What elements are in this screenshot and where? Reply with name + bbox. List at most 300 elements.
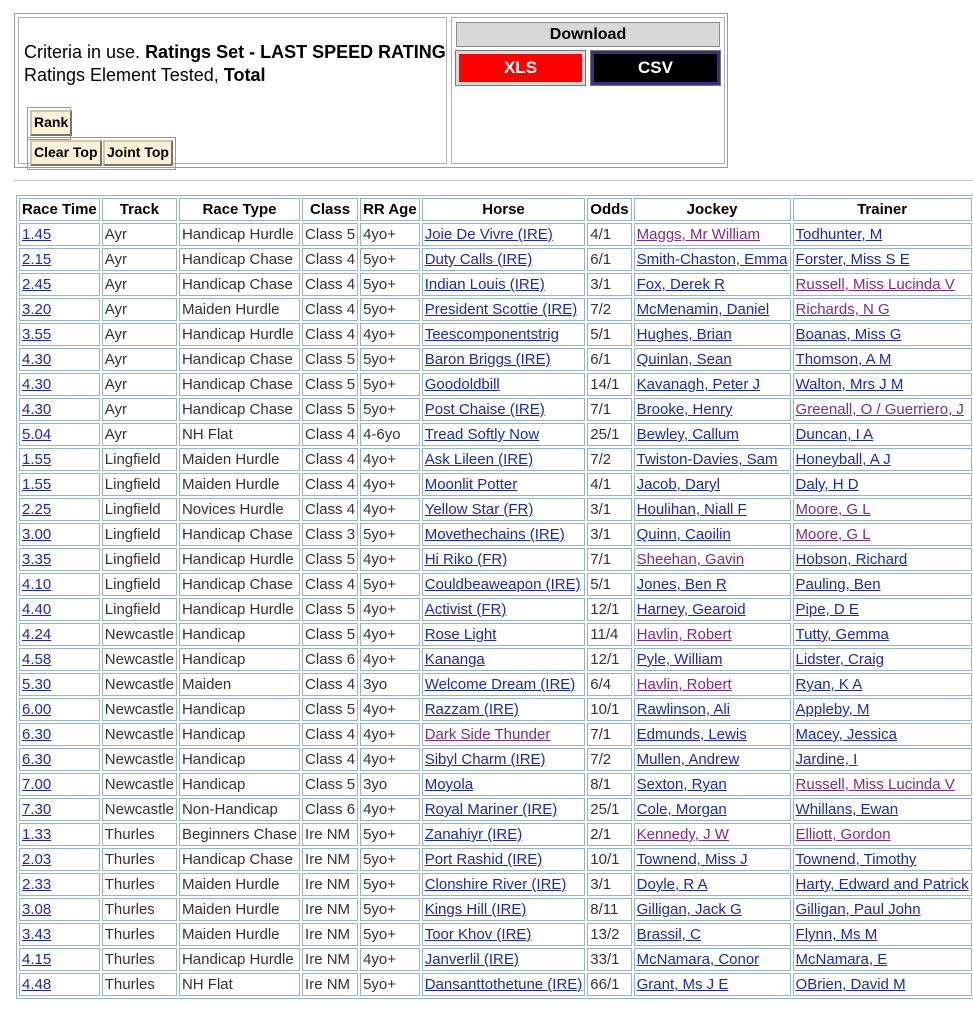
race-time-cell bbox=[19, 273, 100, 296]
race-time-link[interactable]: 6.30 bbox=[22, 751, 52, 768]
race-type-cell: Handicap Chase bbox=[179, 573, 300, 596]
odds-cell: 5/1 bbox=[587, 323, 631, 346]
table-row bbox=[19, 473, 972, 496]
horse-link[interactable]: Indian Louis (IRE) bbox=[424, 276, 545, 293]
race-time-link[interactable]: 3.00 bbox=[22, 526, 52, 543]
class-cell: Class 5 bbox=[302, 348, 358, 371]
race-time-cell bbox=[19, 498, 100, 521]
jockey-link[interactable]: Smith-Chaston, Emma bbox=[636, 251, 788, 268]
trainer-cell bbox=[793, 823, 972, 846]
race-time-cell bbox=[19, 523, 100, 546]
rr-age-cell: 5yo+ bbox=[360, 848, 420, 871]
jockey-link[interactable]: Grant, Ms J E bbox=[636, 976, 729, 993]
race-time-link[interactable]: 3.35 bbox=[22, 551, 52, 568]
race-time-link[interactable]: 1.33 bbox=[22, 826, 52, 843]
horse-cell bbox=[422, 898, 586, 921]
jockey-cell bbox=[634, 748, 791, 771]
jockey-link[interactable]: Gilligan, Jack G bbox=[636, 901, 742, 918]
horse-link[interactable]: Dansanttothetune (IRE) bbox=[424, 976, 583, 993]
trainer-link[interactable]: Gilligan, Paul John bbox=[795, 901, 921, 918]
horse-link[interactable]: Joie De Vivre (IRE) bbox=[424, 226, 553, 243]
col-horse: Horse bbox=[422, 198, 586, 221]
race-time-link[interactable]: 2.03 bbox=[22, 851, 52, 868]
race-time-cell bbox=[19, 373, 100, 396]
jockey-cell bbox=[634, 923, 791, 946]
element-prefix: Ratings Element Tested, bbox=[24, 65, 219, 85]
race-time-cell bbox=[19, 798, 100, 821]
table-row bbox=[19, 923, 972, 946]
race-time-cell bbox=[19, 748, 100, 771]
rr-age-cell: 5yo+ bbox=[360, 873, 420, 896]
col-track: Track bbox=[102, 198, 177, 221]
table-row bbox=[19, 973, 972, 996]
odds-cell: 5/1 bbox=[587, 573, 631, 596]
trainer-link[interactable]: Flynn, Ms M bbox=[795, 926, 878, 943]
odds-cell: 7/2 bbox=[587, 748, 631, 771]
trainer-cell bbox=[793, 348, 972, 371]
horse-cell bbox=[422, 548, 586, 571]
race-time-link[interactable]: 3.20 bbox=[22, 301, 52, 318]
odds-cell: 12/1 bbox=[587, 648, 631, 671]
trainer-link[interactable]: Townend, Timothy bbox=[795, 851, 917, 868]
class-cell: Ire NM bbox=[302, 973, 358, 996]
horse-link[interactable]: Sibyl Charm (IRE) bbox=[424, 751, 546, 768]
jockey-link[interactable]: Brooke, Henry bbox=[636, 401, 733, 418]
jockey-link[interactable]: Quinn, Caoilin bbox=[636, 526, 731, 543]
horse-cell bbox=[422, 623, 586, 646]
trainer-cell bbox=[793, 673, 972, 696]
race-time-link[interactable]: 4.30 bbox=[22, 401, 52, 418]
race-time-link[interactable]: 5.30 bbox=[22, 676, 52, 693]
table-row bbox=[19, 573, 972, 596]
horse-cell bbox=[422, 973, 586, 996]
trainer-link[interactable]: Tutty, Gemma bbox=[795, 626, 889, 643]
jockey-cell bbox=[634, 223, 791, 246]
table-row bbox=[19, 323, 972, 346]
horse-cell bbox=[422, 373, 586, 396]
race-type-cell: Handicap bbox=[179, 623, 300, 646]
trainer-cell bbox=[793, 923, 972, 946]
horse-link[interactable]: Couldbeaweapon (IRE) bbox=[424, 576, 581, 593]
trainer-link[interactable]: Jardine, I bbox=[795, 751, 858, 768]
race-time-link[interactable]: 1.45 bbox=[22, 226, 52, 243]
odds-cell: 13/2 bbox=[587, 923, 631, 946]
rr-age-cell: 5yo+ bbox=[360, 573, 420, 596]
race-time-cell bbox=[19, 223, 100, 246]
table-row bbox=[19, 348, 972, 371]
trainer-cell bbox=[793, 423, 972, 446]
col-race-time: Race Time bbox=[19, 198, 100, 221]
race-time-link[interactable]: 2.15 bbox=[22, 251, 52, 268]
horse-link[interactable]: Moyola bbox=[424, 776, 474, 793]
odds-cell: 6/1 bbox=[587, 248, 631, 271]
horse-cell bbox=[422, 948, 586, 971]
download-title: Download bbox=[456, 22, 720, 47]
horse-cell bbox=[422, 523, 586, 546]
race-time-cell bbox=[19, 398, 100, 421]
odds-cell: 7/2 bbox=[587, 448, 631, 471]
race-type-cell: Maiden Hurdle bbox=[179, 898, 300, 921]
odds-cell: 4/1 bbox=[587, 223, 631, 246]
jockey-link[interactable]: Cole, Morgan bbox=[636, 801, 727, 818]
odds-cell: 11/4 bbox=[587, 623, 631, 646]
race-time-link[interactable]: 4.48 bbox=[22, 976, 52, 993]
jockey-link[interactable]: Rawlinson, Ali bbox=[636, 701, 731, 718]
odds-cell: 33/1 bbox=[587, 948, 631, 971]
jockey-link[interactable]: Townend, Miss J bbox=[636, 851, 748, 868]
race-time-link[interactable]: 2.33 bbox=[22, 876, 52, 893]
race-time-link[interactable]: 5.04 bbox=[22, 426, 52, 443]
race-type-cell: Maiden Hurdle bbox=[179, 473, 300, 496]
rr-age-cell: 4yo+ bbox=[360, 798, 420, 821]
class-cell: Class 5 bbox=[302, 223, 358, 246]
class-cell: Ire NM bbox=[302, 848, 358, 871]
trainer-link[interactable]: Forster, Miss S E bbox=[795, 251, 910, 268]
track-cell: Newcastle bbox=[102, 798, 177, 821]
trainer-cell bbox=[793, 498, 972, 521]
criteria-prefix: Criteria in use. bbox=[24, 42, 141, 62]
trainer-cell bbox=[793, 523, 972, 546]
class-cell: Class 4 bbox=[302, 673, 358, 696]
horse-cell bbox=[422, 648, 586, 671]
horse-link[interactable]: Zanahiyr (IRE) bbox=[424, 826, 523, 843]
race-time-link[interactable]: 7.00 bbox=[22, 776, 52, 793]
rr-age-cell: 5yo+ bbox=[360, 273, 420, 296]
trainer-link[interactable]: Pipe, D E bbox=[795, 601, 859, 618]
jockey-link[interactable]: Brassil, C bbox=[636, 926, 701, 943]
class-cell: Ire NM bbox=[302, 898, 358, 921]
col-jockey: Jockey bbox=[634, 198, 791, 221]
class-cell: Ire NM bbox=[302, 948, 358, 971]
jockey-link[interactable]: Mullen, Andrew bbox=[636, 751, 740, 768]
horse-link[interactable]: Tread Softly Now bbox=[424, 426, 540, 443]
jockey-cell bbox=[634, 373, 791, 396]
horse-link[interactable]: Movethechains (IRE) bbox=[424, 526, 565, 543]
trainer-link[interactable]: Richards, N G bbox=[795, 301, 890, 318]
odds-cell: 10/1 bbox=[587, 698, 631, 721]
trainer-link[interactable]: Elliott, Gordon bbox=[795, 826, 891, 843]
race-time-cell bbox=[19, 573, 100, 596]
horse-link[interactable]: President Scottie (IRE) bbox=[424, 301, 578, 318]
trainer-cell bbox=[793, 373, 972, 396]
table-row bbox=[19, 498, 972, 521]
trainer-link[interactable]: Harty, Edward and Patrick bbox=[795, 876, 969, 893]
jockey-link[interactable]: Havlin, Robert bbox=[636, 676, 732, 693]
rank-button[interactable]: Rank bbox=[30, 110, 72, 136]
jockey-link[interactable]: Houlihan, Niall F bbox=[636, 501, 747, 518]
class-cell: Ire NM bbox=[302, 873, 358, 896]
race-type-cell: NH Flat bbox=[179, 423, 300, 446]
track-cell: Newcastle bbox=[102, 648, 177, 671]
race-time-cell bbox=[19, 323, 100, 346]
horse-link[interactable]: Rose Light bbox=[424, 626, 497, 643]
jockey-link[interactable]: Harney, Gearoid bbox=[636, 601, 746, 618]
horse-link[interactable]: Clonshire River (IRE) bbox=[424, 876, 567, 893]
criteria-ratings-set bbox=[24, 42, 446, 63]
jockey-cell bbox=[634, 473, 791, 496]
jockey-link[interactable]: Sexton, Ryan bbox=[636, 776, 727, 793]
horse-cell bbox=[422, 773, 586, 796]
rr-age-cell: 5yo+ bbox=[360, 398, 420, 421]
trainer-cell bbox=[793, 298, 972, 321]
trainer-link[interactable]: Moore, G L bbox=[795, 526, 871, 543]
class-cell: Class 5 bbox=[302, 698, 358, 721]
race-time-cell bbox=[19, 723, 100, 746]
horse-link[interactable]: Royal Mariner (IRE) bbox=[424, 801, 558, 818]
horse-link[interactable]: Port Rashid (IRE) bbox=[424, 851, 543, 868]
xls-download-button[interactable]: XLS bbox=[456, 51, 585, 85]
race-type-cell: Beginners Chase bbox=[179, 823, 300, 846]
horse-cell bbox=[422, 448, 586, 471]
rr-age-cell: 5yo+ bbox=[360, 923, 420, 946]
race-time-link[interactable]: 2.25 bbox=[22, 501, 52, 518]
jockey-link[interactable]: Pyle, William bbox=[636, 651, 723, 668]
trainer-link[interactable]: Hobson, Richard bbox=[795, 551, 908, 568]
track-cell: Newcastle bbox=[102, 723, 177, 746]
trainer-cell bbox=[793, 448, 972, 471]
race-type-cell: Handicap bbox=[179, 698, 300, 721]
track-cell: Newcastle bbox=[102, 748, 177, 771]
race-time-cell bbox=[19, 473, 100, 496]
horse-cell bbox=[422, 398, 586, 421]
download-panel bbox=[451, 17, 725, 164]
race-type-cell: Handicap Hurdle bbox=[179, 548, 300, 571]
trainer-link[interactable]: Greenall, O / Guerriero, J bbox=[795, 401, 964, 418]
trainer-link[interactable]: Appleby, M bbox=[795, 701, 870, 718]
race-time-link[interactable]: 3.55 bbox=[22, 326, 52, 343]
csv-download-button[interactable]: CSV bbox=[591, 51, 720, 85]
horse-link[interactable]: Duty Calls (IRE) bbox=[424, 251, 533, 268]
jockey-link[interactable]: Fox, Derek R bbox=[636, 276, 725, 293]
trainer-link[interactable]: Todhunter, M bbox=[795, 226, 883, 243]
race-time-link[interactable]: 6.00 bbox=[22, 701, 52, 718]
race-time-cell bbox=[19, 698, 100, 721]
horse-cell bbox=[422, 598, 586, 621]
horse-cell bbox=[422, 298, 586, 321]
track-cell: Ayr bbox=[102, 348, 177, 371]
rr-age-cell: 5yo+ bbox=[360, 373, 420, 396]
class-cell: Class 4 bbox=[302, 723, 358, 746]
horse-link[interactable]: Goodoldbill bbox=[424, 376, 500, 393]
odds-cell: 3/1 bbox=[587, 523, 631, 546]
trainer-link[interactable]: Ryan, K A bbox=[795, 676, 863, 693]
horse-link[interactable]: Razzam (IRE) bbox=[424, 701, 519, 718]
race-time-link[interactable]: 1.55 bbox=[22, 451, 52, 468]
horse-link[interactable]: Toor Khov (IRE) bbox=[424, 926, 532, 943]
race-time-link[interactable]: 2.45 bbox=[22, 276, 52, 293]
horse-cell bbox=[422, 848, 586, 871]
horse-link[interactable]: Hi Riko (FR) bbox=[424, 551, 508, 568]
horse-cell bbox=[422, 698, 586, 721]
class-cell: Class 4 bbox=[302, 498, 358, 521]
race-type-cell: Handicap Hurdle bbox=[179, 223, 300, 246]
horse-cell bbox=[422, 923, 586, 946]
trainer-link[interactable]: Daly, H D bbox=[795, 476, 859, 493]
jockey-link[interactable]: McMenamin, Daniel bbox=[636, 301, 770, 318]
clear-top-button[interactable]: Clear Top bbox=[30, 140, 102, 166]
jockey-cell bbox=[634, 348, 791, 371]
horse-link[interactable]: Activist (FR) bbox=[424, 601, 507, 618]
jockey-link[interactable]: Jones, Ben R bbox=[636, 576, 727, 593]
trainer-link[interactable]: Boanas, Miss G bbox=[795, 326, 902, 343]
race-time-link[interactable]: 4.30 bbox=[22, 351, 52, 368]
jockey-cell bbox=[634, 248, 791, 271]
horse-link[interactable]: Baron Briggs (IRE) bbox=[424, 351, 551, 368]
race-time-link[interactable]: 3.43 bbox=[22, 926, 52, 943]
trainer-cell bbox=[793, 323, 972, 346]
jockey-cell bbox=[634, 298, 791, 321]
race-time-link[interactable]: 4.40 bbox=[22, 601, 52, 618]
odds-cell: 25/1 bbox=[587, 423, 631, 446]
horse-link[interactable]: Moonlit Potter bbox=[424, 476, 518, 493]
jockey-link[interactable]: Kennedy, J W bbox=[636, 826, 729, 843]
odds-cell: 2/1 bbox=[587, 823, 631, 846]
race-time-cell bbox=[19, 248, 100, 271]
horse-cell bbox=[422, 423, 586, 446]
jockey-link[interactable]: Maggs, Mr William bbox=[636, 226, 760, 243]
horse-link[interactable]: Janverlil (IRE) bbox=[424, 951, 519, 968]
trainer-cell bbox=[793, 873, 972, 896]
race-time-link[interactable]: 4.15 bbox=[22, 951, 52, 968]
track-cell: Lingfield bbox=[102, 473, 177, 496]
jockey-link[interactable]: McNamara, Conor bbox=[636, 951, 760, 968]
horse-link[interactable]: Dark Side Thunder bbox=[424, 726, 551, 743]
trainer-link[interactable]: Walton, Mrs J M bbox=[795, 376, 904, 393]
table-row bbox=[19, 273, 972, 296]
jockey-link[interactable]: Sheehan, Gavin bbox=[636, 551, 745, 568]
trainer-cell bbox=[793, 248, 972, 271]
joint-top-button[interactable]: Joint Top bbox=[103, 140, 173, 166]
trainer-cell bbox=[793, 898, 972, 921]
class-cell: Class 5 bbox=[302, 773, 358, 796]
jockey-link[interactable]: Edmunds, Lewis bbox=[636, 726, 747, 743]
horse-cell bbox=[422, 273, 586, 296]
horse-link[interactable]: Kananga bbox=[424, 651, 485, 668]
rr-age-cell: 5yo+ bbox=[360, 898, 420, 921]
trainer-link[interactable]: Pauling, Ben bbox=[795, 576, 881, 593]
trainer-link[interactable]: Duncan, I A bbox=[795, 426, 874, 443]
jockey-link[interactable]: Quinlan, Sean bbox=[636, 351, 732, 368]
race-time-link[interactable]: 1.55 bbox=[22, 476, 52, 493]
table-row bbox=[19, 623, 972, 646]
trainer-link[interactable]: Whillans, Ewan bbox=[795, 801, 899, 818]
col-class: Class bbox=[302, 198, 358, 221]
race-time-link[interactable]: 4.10 bbox=[22, 576, 52, 593]
rr-age-cell: 4yo+ bbox=[360, 723, 420, 746]
trainer-cell bbox=[793, 598, 972, 621]
rr-age-cell: 4yo+ bbox=[360, 623, 420, 646]
trainer-link[interactable]: Lidster, Craig bbox=[795, 651, 884, 668]
jockey-link[interactable]: Twiston-Davies, Sam bbox=[636, 451, 778, 468]
track-cell: Newcastle bbox=[102, 673, 177, 696]
race-type-cell: Maiden Hurdle bbox=[179, 298, 300, 321]
trainer-link[interactable]: Thomson, A M bbox=[795, 351, 892, 368]
jockey-cell bbox=[634, 548, 791, 571]
trainer-link[interactable]: Russell, Miss Lucinda V bbox=[795, 776, 955, 793]
race-type-cell: Maiden Hurdle bbox=[179, 448, 300, 471]
table-row bbox=[19, 248, 972, 271]
header-row bbox=[19, 198, 972, 221]
horse-cell bbox=[422, 223, 586, 246]
trainer-link[interactable]: McNamara, E bbox=[795, 951, 888, 968]
jockey-link[interactable]: Havlin, Robert bbox=[636, 626, 732, 643]
track-cell: Lingfield bbox=[102, 498, 177, 521]
table-row bbox=[19, 598, 972, 621]
trainer-link[interactable]: Macey, Jessica bbox=[795, 726, 897, 743]
odds-cell: 7/1 bbox=[587, 398, 631, 421]
race-type-cell: Handicap Chase bbox=[179, 373, 300, 396]
jockey-link[interactable]: Jacob, Daryl bbox=[636, 476, 721, 493]
class-cell: Class 4 bbox=[302, 298, 358, 321]
col-race-type: Race Type bbox=[179, 198, 300, 221]
rr-age-cell: 4yo+ bbox=[360, 473, 420, 496]
trainer-cell bbox=[793, 698, 972, 721]
horse-link[interactable]: Teescomponentstrig bbox=[424, 326, 559, 343]
horse-link[interactable]: Ask Lileen (IRE) bbox=[424, 451, 534, 468]
track-cell: Ayr bbox=[102, 298, 177, 321]
table-row bbox=[19, 823, 972, 846]
rr-age-cell: 5yo+ bbox=[360, 823, 420, 846]
race-type-cell: Handicap Chase bbox=[179, 398, 300, 421]
track-cell: Lingfield bbox=[102, 448, 177, 471]
table-row bbox=[19, 748, 972, 771]
race-time-link[interactable]: 6.30 bbox=[22, 726, 52, 743]
track-cell: Ayr bbox=[102, 323, 177, 346]
trainer-cell bbox=[793, 648, 972, 671]
criteria-panel bbox=[14, 13, 728, 168]
track-cell: Lingfield bbox=[102, 573, 177, 596]
class-cell: Class 4 bbox=[302, 323, 358, 346]
jockey-link[interactable]: Kavanagh, Peter J bbox=[636, 376, 761, 393]
race-time-link[interactable]: 3.08 bbox=[22, 901, 52, 918]
table-row bbox=[19, 398, 972, 421]
horse-link[interactable]: Post Chaise (IRE) bbox=[424, 401, 545, 418]
trainer-link[interactable]: Honeyball, A J bbox=[795, 451, 891, 468]
trainer-link[interactable]: Moore, G L bbox=[795, 501, 871, 518]
horse-link[interactable]: Yellow Star (FR) bbox=[424, 501, 534, 518]
race-time-cell bbox=[19, 898, 100, 921]
rr-age-cell: 4yo+ bbox=[360, 448, 420, 471]
criteria-info bbox=[18, 17, 447, 164]
jockey-link[interactable]: Bewley, Callum bbox=[636, 426, 739, 443]
race-time-link[interactable]: 4.24 bbox=[22, 626, 52, 643]
table-row bbox=[19, 723, 972, 746]
track-cell: Thurles bbox=[102, 873, 177, 896]
jockey-link[interactable]: Hughes, Brian bbox=[636, 326, 732, 343]
table-row bbox=[19, 223, 972, 246]
trainer-link[interactable]: OBrien, David M bbox=[795, 976, 906, 993]
trainer-link[interactable]: Russell, Miss Lucinda V bbox=[795, 276, 955, 293]
class-cell: Ire NM bbox=[302, 823, 358, 846]
rr-age-cell: 5yo+ bbox=[360, 348, 420, 371]
odds-cell: 7/2 bbox=[587, 298, 631, 321]
class-cell: Class 5 bbox=[302, 373, 358, 396]
race-time-link[interactable]: 7.30 bbox=[22, 801, 52, 818]
track-cell: Ayr bbox=[102, 398, 177, 421]
class-cell: Ire NM bbox=[302, 923, 358, 946]
table-row bbox=[19, 373, 972, 396]
jockey-link[interactable]: Doyle, R A bbox=[636, 876, 708, 893]
race-time-link[interactable]: 4.58 bbox=[22, 651, 52, 668]
race-time-link[interactable]: 4.30 bbox=[22, 376, 52, 393]
odds-cell: 25/1 bbox=[587, 798, 631, 821]
trainer-cell bbox=[793, 623, 972, 646]
trainer-cell bbox=[793, 973, 972, 996]
table-row bbox=[19, 673, 972, 696]
horse-link[interactable]: Kings Hill (IRE) bbox=[424, 901, 527, 918]
horse-link[interactable]: Welcome Dream (IRE) bbox=[424, 676, 576, 693]
rr-age-cell: 4yo+ bbox=[360, 548, 420, 571]
